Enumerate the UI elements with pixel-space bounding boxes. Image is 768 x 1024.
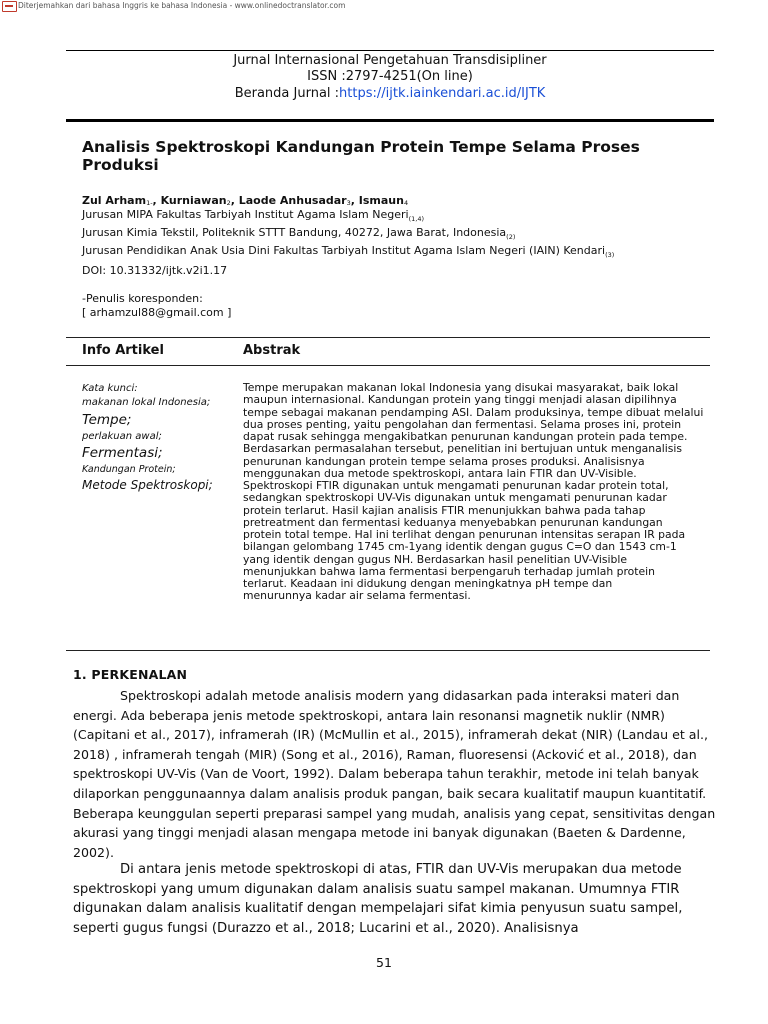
abstract-line: tempe sebagai makanan pendamping ASI. Dalam produksinya, tempe dibuat melalui	[243, 405, 704, 419]
abstract-line: dapat rusak sehingga mengakibatkan penurunan kandungan protein pada tempe.	[243, 430, 688, 443]
author-name: Laode Anhusadar	[238, 194, 347, 207]
affiliation: Jurusan MIPA Fakultas Tarbiyah Institut Agama Islam Negeri$_{(1,4)}$	[82, 208, 424, 224]
para-line: spektroskopi UV-Vis (Van de Voort, 1992). Dalam beberapa tahun terakhir, metode ini telah banyak	[73, 766, 699, 782]
keywords-block	[82, 382, 232, 493]
keyword: makanan lokal Indonesia;	[82, 397, 211, 408]
author-sup: 3	[346, 199, 351, 207]
affiliations	[82, 208, 614, 263]
author-name: Zul Arham	[82, 194, 147, 207]
keywords-label: Kata kunci:	[82, 383, 138, 394]
paragraph-2	[73, 860, 718, 938]
abstract-line: bilangan gelombang 1745 cm-1yang identik dengan gugus C=O dan 1543 cm-1	[243, 540, 677, 554]
para-line: Beberapa keunggulan seperti preparasi sampel yang mudah, analisis yang cepat, sensitivitas dengan	[73, 805, 716, 821]
abstract-text	[243, 382, 703, 603]
affiliation-ref: (1,4)	[408, 215, 424, 224]
para-line: dilaporkan penggunaannya dalam analisis produk pangan, baik secara kualitatif maupun kuantitatif.	[73, 785, 707, 801]
info-heading: Info Artikel	[82, 343, 164, 358]
page-number: 51	[376, 955, 392, 970]
article-title	[82, 138, 682, 174]
affiliation: Jurusan Pendidikan Anak Usia Dini Fakultas Tarbiyah Institut Agama Islam Negeri (IAIN) Kendari$_{(3)}$	[82, 244, 615, 260]
table-top-rule	[66, 337, 710, 338]
home-label: Beranda Jurnal :	[234, 86, 340, 101]
para-line: Spektroskopi adalah metode analisis modern yang didasarkan pada interaksi materi dan	[120, 688, 680, 703]
table-mid-rule	[66, 365, 710, 366]
pdf-icon	[2, 1, 17, 12]
abstract-line: yang identik dengan gugus NH. Berdasarkan hasil penelitian UV-Visible	[243, 552, 628, 566]
correspondent-email[interactable]: [ arhamzul88@gmail.com ]	[82, 306, 232, 319]
para-line: spektroskopi yang umum digunakan dalam analisis suatu sampel makanan. Umumnya FTIR	[73, 881, 680, 897]
affiliation-ref: (2)	[506, 233, 516, 242]
home-link[interactable]: https://ijtk.iainkendari.ac.id/IJTK	[339, 86, 546, 101]
para-line: 2002).	[73, 844, 114, 860]
abstract-line: protein terlarut. Hasil kajian analisis FTIR menunjukkan bahwa pada tahap	[243, 503, 646, 517]
para-line: digunakan dalam analisis kualitatif dengan mempelajari sifat kimia penyusun suatu sampel,	[73, 901, 683, 916]
author-list: Zul Arham$_{1-}$, Kurniawan$_2$, Laode Anhusadar$_3$, Ismaun$_4$	[82, 194, 409, 207]
para-line: (Capitani et al., 2017), inframerah (IR) (McMullin et al., 2015), inframerah dekat (NIR) (Landau et al.,	[73, 727, 708, 743]
abstract-line: menunjukkan bahwa lama fermentasi berpengaruh terhadap jumlah protein	[243, 564, 655, 578]
author-name: Kurniawan	[160, 194, 227, 207]
correspondent-label: -Penulis koresponden:	[82, 292, 203, 305]
abstract-line: protein total tempe. Hal ini terlihat dengan penurunan intensitas serapan IR pada	[243, 528, 686, 541]
abstract-line: menurunnya kadar air selama fermentasi.	[243, 589, 471, 603]
author-name: Ismaun	[358, 194, 404, 207]
translator-banner-text[interactable]: Diterjemahkan dari bahasa Inggris ke bahasa Indonesia - www.onlinedoctranslator.com	[18, 1, 346, 10]
header-bottom-rule	[66, 119, 714, 122]
author-sup: 1-	[146, 199, 153, 207]
abstract-line: dua proses penting, yaitu pengolahan dan fermentasi. Selama proses ini, protein	[243, 417, 682, 431]
para-line: akurasi yang tinggi menjadi alasan mengapa metode ini banyak digunakan (Baeten & Dardenne,	[73, 825, 686, 841]
paragraph-1	[73, 686, 718, 862]
author-sup: 4	[403, 199, 409, 207]
keyword: Tempe;	[82, 412, 132, 428]
para-line: 2018) , inframerah tengah (MIR) (Song et al., 2016), Raman, fluoresensi (Acković et al., 2018), dan	[73, 746, 697, 762]
journal-home	[66, 86, 714, 102]
affiliation-ref: (3)	[605, 251, 615, 260]
abstract-line: maupun internasional. Kandungan protein yang tinggi menjadi alasan dipilihnya	[243, 393, 677, 407]
keyword: Kandungan Protein;	[82, 464, 176, 475]
abstract-heading: Abstrak	[243, 343, 301, 358]
keyword: perlakuan awal;	[82, 431, 162, 442]
para-line: Di antara jenis metode spektroskopi di atas, FTIR dan UV-Vis merupakan dua metode	[120, 862, 682, 877]
section-heading: 1. PERKENALAN	[73, 667, 188, 682]
abstract-line: pretreatment dan fermentasi keduanya menyebabkan penurunan kandungan	[243, 515, 663, 529]
abstract-line: penurunan kandungan protein tempe selama proses produksi. Analisisnya	[243, 454, 645, 468]
title-line: Produksi	[82, 156, 159, 174]
keyword: Metode Spektroskopi;	[82, 478, 213, 492]
affiliation: Jurusan Kimia Tekstil, Politeknik STTT Bandung, 40272, Jawa Barat, Indonesia$_{(2)}$	[82, 226, 516, 242]
abstract-line: sedangkan spektroskopi UV-Vis digunakan untuk mengamati penurunan kadar	[243, 491, 667, 505]
doi[interactable]: DOI: 10.31332/ijtk.v2i1.17	[82, 264, 228, 277]
para-line: seperti gugus fungsi (Durazzo et al., 2018; Lucarini et al., 2020). Analisisnya	[73, 920, 579, 936]
abstract-line: Spektroskopi FTIR digunakan untuk mengamati penurunan kadar protein total,	[243, 479, 669, 492]
author-sup: 2	[226, 199, 231, 207]
header-top-rule	[66, 50, 714, 51]
translator-banner[interactable]	[0, 0, 768, 12]
journal-name: Jurnal Internasional Pengetahuan Transdisipliner	[233, 53, 547, 68]
abstract-line: terlarut. Keadaan ini didukung dengan meningkatnya pH tempe dan	[243, 577, 613, 590]
keyword: Fermentasi;	[82, 445, 163, 461]
abstract-line: menggunakan dua metode spektroskopi, antara lain FTIR dan UV-Visible.	[243, 466, 637, 480]
abstract-line: Tempe merupakan makanan lokal Indonesia yang disukai masyarakat, baik lokal	[243, 381, 679, 394]
table-bottom-rule	[66, 650, 710, 651]
issn: ISSN :2797-4251(On line)	[307, 69, 473, 84]
title-line: Analisis Spektroskopi Kandungan Protein Tempe Selama Proses	[82, 138, 640, 156]
para-line: energi. Ada beberapa jenis metode spektroskopi, antara lain resonansi magnetik nuklir (NMR)	[73, 707, 665, 723]
abstract-line: Berdasarkan permasalahan tersebut, penelitian ini bertujuan untuk menganalisis	[243, 442, 683, 456]
